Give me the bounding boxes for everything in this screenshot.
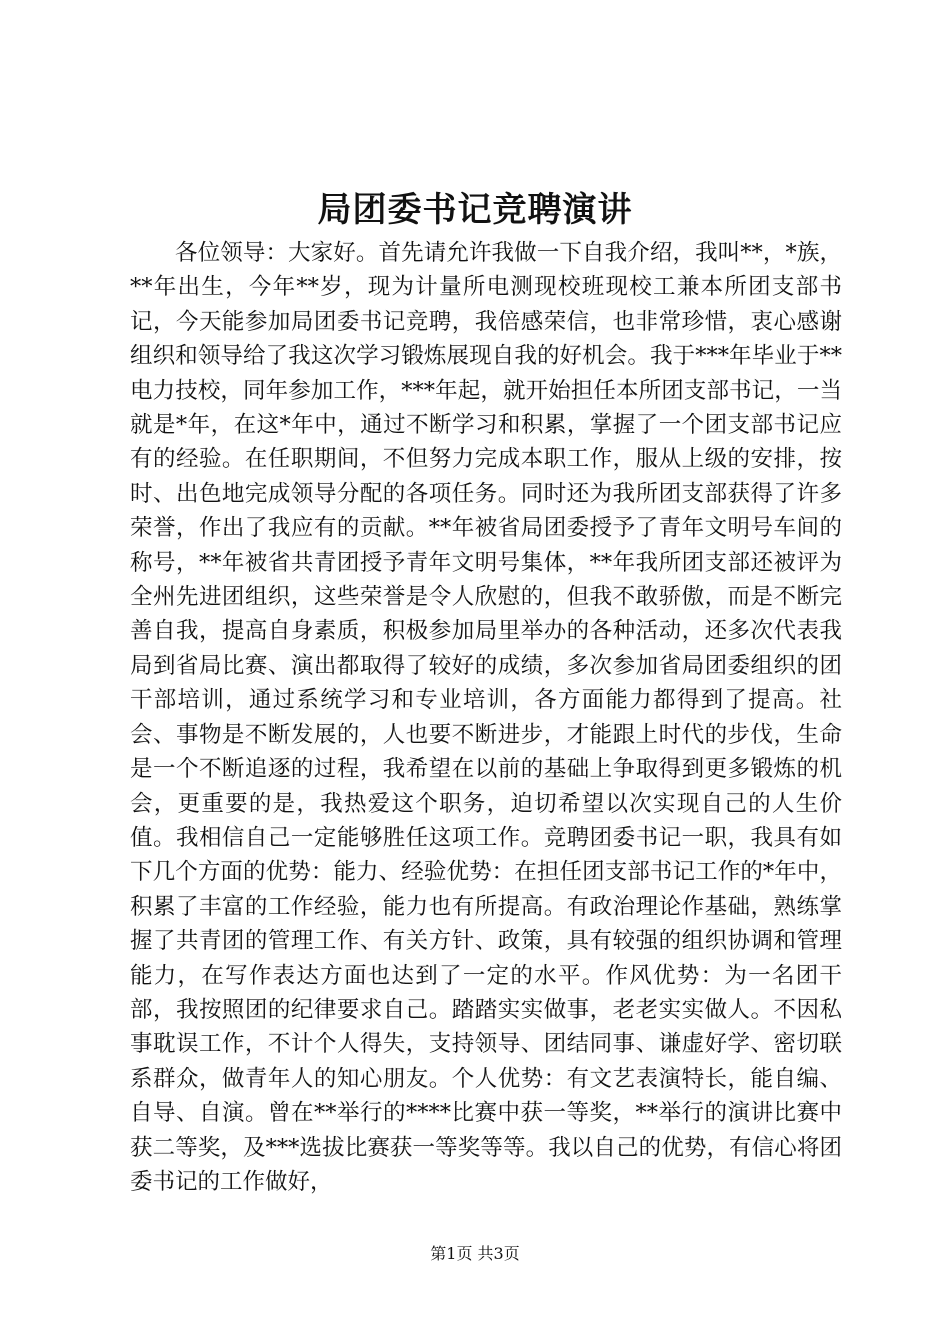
document-body-paragraph: 各位领导：大家好。首先请允许我做一下自我介绍，我叫**，*族，**年出生，今年**岁，现为计量所电测现校班现校工兼本所团支部书记，今天能参加局团委书记竞聘，我倍感荣信，也非常珍惜，衷心感谢组织和领导给了我这次学习锻炼展现自我的好机会。我于***年毕业于**电力技校，同年参加工作，***年起，就开始担任本所团支部书记，一当就是*年，在这*年中，通过不断学习和积累，掌握了一个团支部书记应有的经验。在任职期间，不但努力完成本职工作，服从上级的安排，按时、出色地完成领导分配的各项任务。同时还为我所团支部获得了许多荣誉，作出了我应有的贡献。**年被省局团委授予了青年文明号车间的称号，**年被省共青团授予青年文明号集体，**年我所团支部还被评为全州先进团组织，这些荣誉是令人欣慰的，但我不敢骄傲，而是不断完善自我，提高自身素质，积极参加局里举办的各种活动，还多次代表我局到省局比赛、演出都取得了较好的成绩，多次参加省局团委组织的团干部培训，通过系统学习和专业培训，各方面能力都得到了提高。社会、事物是不断发展的，人也要不断进步，才能跟上时代的步伐，生命是一个不断追逐的过程，我希望在以前的基础上争取得到更多锻炼的机会，更重要的是，我热爱这个职务，迫切希望以次实现自己的人生价值。我相信自己一定能够胜任这项工作。竞聘团委书记一职，我具有如下几个方面的优势：能力、经验优势：在担任团支部书记工作的*年中，积累了丰富的工作经验，能力也有所提高。有政治理论作基础，熟练掌握了共青团的管理工作、有关方针、政策，具有较强的组织协调和管理能力，在写作表达方面也达到了一定的水平。作风优势：为一名团干部，我按照团的纪律要求自己。踏踏实实做事，老老实实做人。不因私事耽误工作，不计个人得失，支持领导、团结同事、谦虚好学、密切联系群众，做青年人的知心朋友。个人优势：有文艺表演特长，能自编、自导、自演。曾在**举行的****比赛中获一等奖，**举行的演讲比赛中获二等奖，及***选拔比赛获一等奖等等。我以自己的优势，有信心将团委书记的工作做好，: [130, 240, 842, 1195]
page-number-footer: 第1页 共3页: [430, 1244, 520, 1263]
document-title: 局团委书记竞聘演讲: [317, 190, 633, 230]
